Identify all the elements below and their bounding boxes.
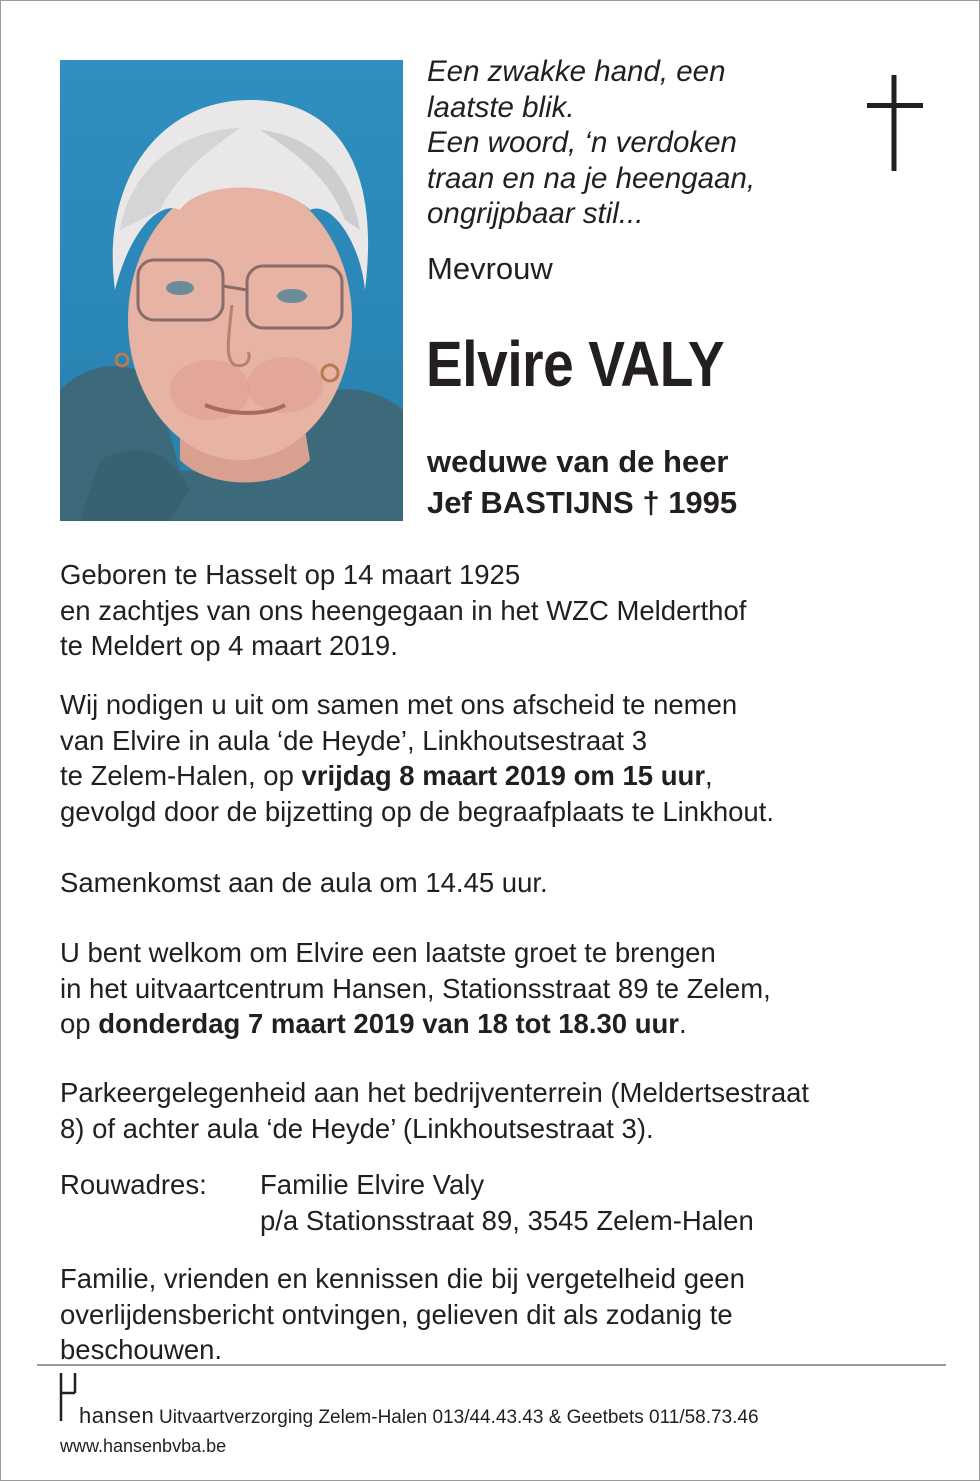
spouse-info [427,441,737,523]
footer-details: Uitvaartverzorging Zelem-Halen 013/44.43.43 & Geetbets 011/58.73.46 [159,1407,759,1428]
portrait-illustration [60,60,403,521]
portrait-photo [60,60,403,521]
text-fragment: op [60,1008,99,1039]
deceased-name: Elvire VALY [426,328,725,400]
gathering-paragraph [60,865,940,901]
text-line: beschouwen. [60,1334,223,1365]
text-fragment: . [679,1008,687,1039]
text-line: Geboren te Hasselt op 14 maart 1925 [60,559,521,590]
text-line: U bent welkom om Elvire een laatste groet te brengen [60,937,716,968]
footer-website-link[interactable]: www.hansenbvba.be [60,1436,227,1456]
poem-line: Een zwakke hand, een [427,55,726,88]
poem-line: ongrijpbaar stil... [427,197,644,230]
birth-death-paragraph [60,557,940,664]
footer-brand: hansen [79,1403,155,1428]
text-line: overlijdensbericht ontvingen, gelieven dit als zodanig te [60,1298,733,1330]
poem-line: traan en na je heengaan, [427,161,756,195]
text-line: 8) of achter aula ‘de Heyde’ (Linkhoutsestraat 3). [60,1112,654,1144]
ceremony-date: vrijdag 8 maart 2019 om 15 uur [301,760,706,791]
mourning-address-line: Familie Elvire Valy [260,1169,485,1200]
mourning-address-line: p/a Stationsstraat 89, 3545 Zelem-Halen [260,1204,754,1236]
text-line: Parkeergelegenheid aan het bedrijventerrein (Meldertsestraat [60,1077,810,1108]
text-line: gevolgd door de bijzetting op de begraafplaats te Linkhout. [60,795,774,827]
text-line: Wij nodigen u uit om samen met ons afscheid te nemen [60,689,738,720]
text-line: in het uitvaartcentrum Hansen, Stationsstraat 89 te Zelem, [60,972,771,1004]
notice-paragraph [60,1261,940,1368]
cross-icon [865,75,925,173]
salutation: Mevrouw [427,251,553,286]
hansen-logo-icon [58,1371,80,1423]
mourning-address-label: Rouwadres: [60,1169,207,1200]
text-line: van Elvire in aula ‘de Heyde’, Linkhoutsestraat 3 [60,724,648,756]
poem [427,54,847,232]
ceremony-paragraph [60,687,940,829]
text-fragment: te Zelem-Halen, op [60,760,302,791]
text-line: te Meldert op 4 maart 2019. [60,630,398,661]
parking-paragraph [60,1075,940,1146]
text-line [60,758,940,794]
spouse-line: weduwe van de heer [427,444,729,479]
footer-divider [37,1364,946,1366]
visitation-date: donderdag 7 maart 2019 van 18 tot 18.30 uur [98,1008,680,1039]
text-line: Samenkomst aan de aula om 14.45 uur. [60,867,548,898]
text-fragment: , [705,760,713,791]
text-line [60,1006,940,1042]
poem-line: Een woord, ‘n verdoken [427,126,737,159]
poem-line: laatste blik. [427,90,575,124]
text-line: en zachtjes van ons heengegaan in het WZC Melderthof [60,594,747,626]
text-line: Familie, vrienden en kennissen die bij vergetelheid geen [60,1263,745,1294]
visitation-paragraph [60,935,940,1042]
spouse-line: Jef BASTIJNS † 1995 [427,485,738,520]
